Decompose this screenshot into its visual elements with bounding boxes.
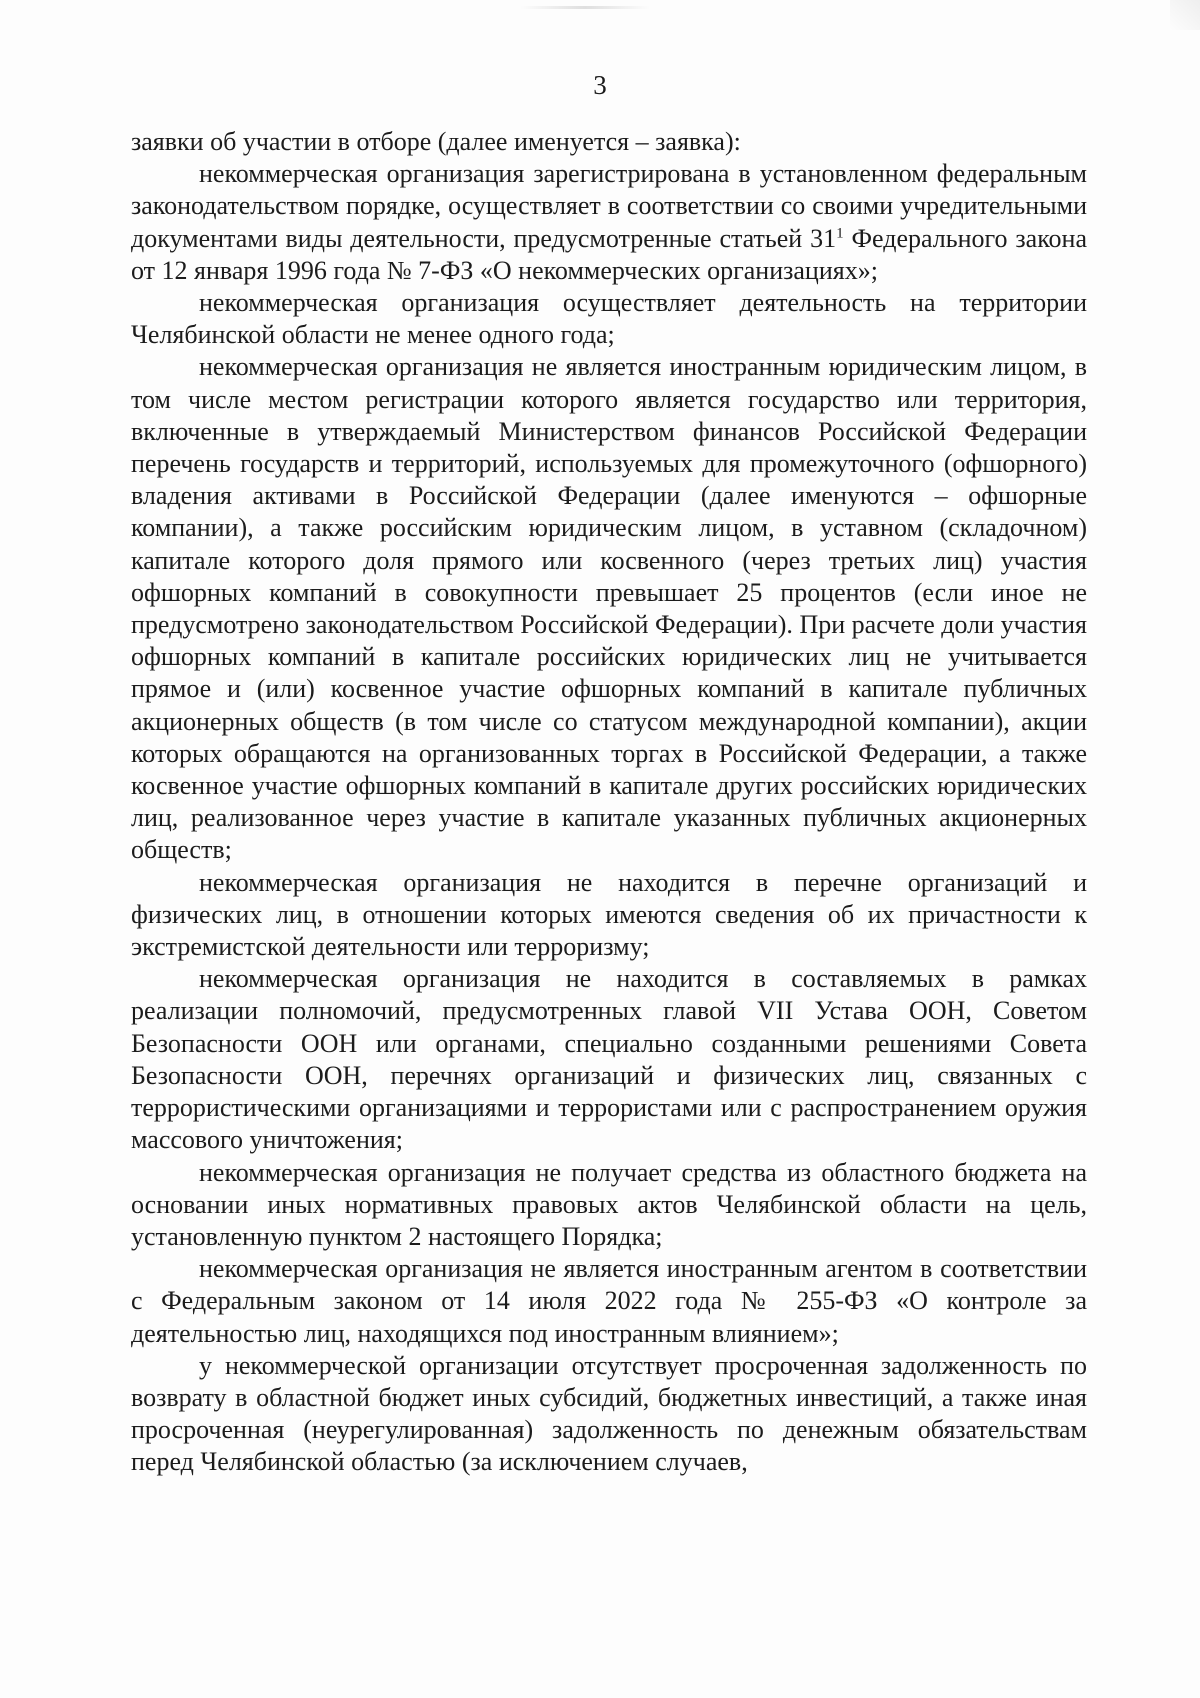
paragraph-registration-tail: Федерального закона от 12 января 1996 года № 7-ФЗ «О некоммерческих организациях»; [131, 223, 1087, 285]
paragraph-registration [131, 158, 1087, 287]
paragraph-debt: у некоммерческой организации отсутствует просроченная задолженность по возврату в областной бюджет иных субсидий, бюджетных инвестиций, а также иная просроченная (неурегулированная) задолженность по денежным обязательствам перед Челябинской областью (за исключением случаев, [131, 1350, 1087, 1477]
paragraph-territory: некоммерческая организация осуществляет деятельность на территории Челябинской области не менее одного года; [131, 288, 1087, 350]
paragraph-budget-funds: некоммерческая организация не получает средства из областного бюджета на основании иных нормативных правовых актов Челябинской области на цель, установленную пунктом 2 настоящего Порядка; [131, 1157, 1087, 1251]
document-body [131, 126, 1087, 1479]
paragraph-foreign-agent: некоммерческая организация не является иностранным агентом в соответствии с Федеральным законом от 14 июля 2022 года № 255-ФЗ «О контроле за деятельностью лиц, находящихся под иностранным влиянием»; [131, 1254, 1087, 1348]
article-superscript: 1 [836, 224, 844, 241]
paragraph-intro: заявки об участии в отборе (далее именуется – заявка): [131, 127, 741, 156]
paragraph-offshore: некоммерческая организация не является иностранным юридическим лицом, в том числе местом регистрации которого является государство или территория, включенные в утверждаемый Министерством финансов Российской Федерации перечень государств и территорий, используемых для промежуточного (офшорного) владения активами в Российской Федерации (далее именуются – офшорные компании), а также российским юридическим лицом, в уставном (складочном) капитале которого доля прямого или косвенного (через третьих лиц) участия офшорных компаний в совокупности превышает 25 процентов (если иное не предусмотрено законодательством Российской Федерации). При расчете доли участия офшорных компаний в капитале российских юридических лиц не учитывается прямое и (или) косвенное участие офшорных компаний в капитале публичных акционерных обществ (в том числе со статусом международной компании), акции которых обращаются на организованных торгах в Российской Федерации, а также косвенное участие офшорных компаний в капитале других российских юридических лиц, реализованное через участие в капитале указанных публичных акционерных обществ; [131, 352, 1087, 865]
paragraph-extremism: некоммерческая организация не находится в перечне организаций и физических лиц, в отношении которых имеются сведения об их причастности к экстремистской деятельности или терроризму; [131, 867, 1087, 962]
scan-artifact [520, 6, 650, 9]
paragraph-registration-text: некоммерческая организация зарегистрирована в установленном федеральным законодательством порядке, осуществляет в соответствии со своими учредительными документами виды деятельности, предусмотренные статьей 31 [131, 159, 1087, 253]
page-number: 3 [593, 70, 607, 100]
scan-corner-artifact [1170, 0, 1200, 30]
paragraph-un-lists: некоммерческая организация не находится в составляемых в рамках реализации полномочий, предусмотренных главой VII Устава ООН, Советом Безопасности ООН или органами, специально созданными решениями Совета Безопасности ООН, перечнях организаций и физических лиц, связанных с террористическими организациями и террористами или с распространением оружия массового уничтожения; [131, 964, 1087, 1155]
